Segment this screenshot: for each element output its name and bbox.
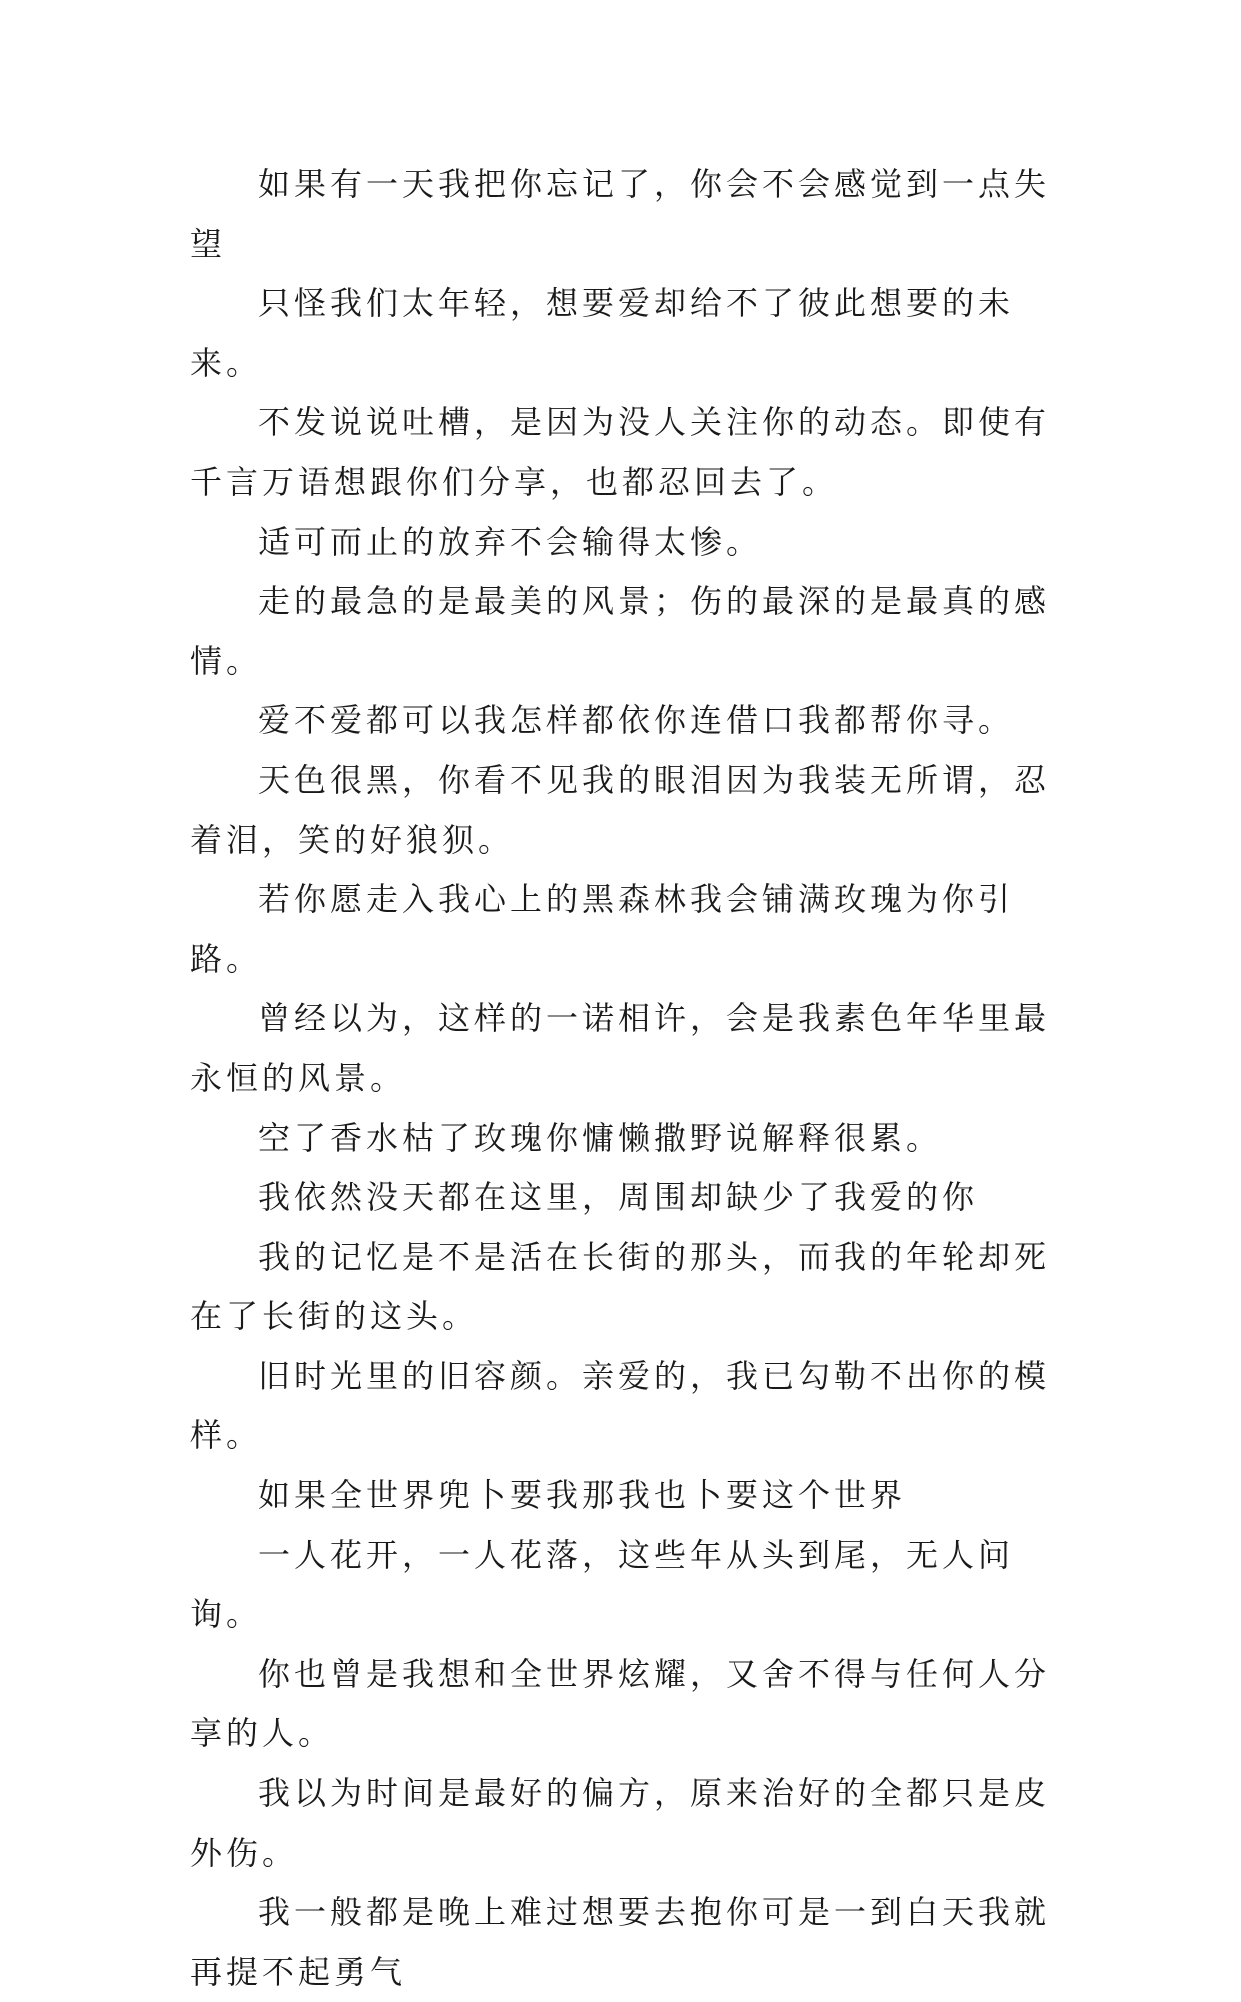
paragraph: 适可而止的放弃不会输得太惨。 bbox=[258, 522, 763, 561]
paragraph: 若你愿走入我心上的黑森林我会铺满玫瑰为你引路。 bbox=[190, 880, 1015, 978]
paragraph: 旧时光里的旧容颜。亲爱的，我已勾勒不出你的模样。 bbox=[190, 1356, 1051, 1455]
paragraph: 如果有一天我把你忘记了，你会不会感觉到一点失望 bbox=[190, 165, 1051, 263]
paragraph: 空了香水枯了玫瑰你慵懒撒野说解释很累。 bbox=[258, 1118, 943, 1157]
paragraph: 天色很黑，你看不见我的眼泪因为我装无所谓，忍着泪，笑的好狼狈。 bbox=[190, 760, 1051, 859]
paragraph: 走的最急的是最美的风景；伤的最深的是最真的感情。 bbox=[190, 582, 1051, 680]
paragraph: 如果全世界兜卜要我那我也卜要这个世界 bbox=[258, 1476, 907, 1515]
paragraph: 我以为时间是最好的偏方，原来治好的全都只是皮外伤。 bbox=[190, 1774, 1051, 1872]
paragraph: 曾经以为，这样的一诺相许，会是我素色年华里最永恒的风景。 bbox=[190, 999, 1051, 1097]
paragraph: 我的记忆是不是活在长街的那头，而我的年轮却死在了长街的这头。 bbox=[190, 1237, 1051, 1336]
document-body bbox=[190, 155, 1070, 2002]
paragraph: 你也曾是我想和全世界炫耀，又舍不得与任何人分享的人。 bbox=[190, 1654, 1051, 1753]
paragraph: 我依然没天都在这里，周围却缺少了我爱的你 bbox=[258, 1178, 979, 1217]
paragraph: 不发说说吐槽，是因为没人关注你的动态。即使有千言万语想跟你们分享，也都忍回去了。 bbox=[190, 403, 1051, 501]
paragraph: 只怪我们太年轻，想要爱却给不了彼此想要的未来。 bbox=[190, 284, 1015, 382]
paragraph: 爱不爱都可以我怎样都依你连借口我都帮你寻。 bbox=[258, 701, 1015, 740]
paragraph: 我一般都是晚上难过想要去抱你可是一到白天我就再提不起勇气 bbox=[190, 1893, 1051, 1991]
paragraph: 一人花开，一人花落，这些年从头到尾，无人问询。 bbox=[190, 1535, 1015, 1634]
